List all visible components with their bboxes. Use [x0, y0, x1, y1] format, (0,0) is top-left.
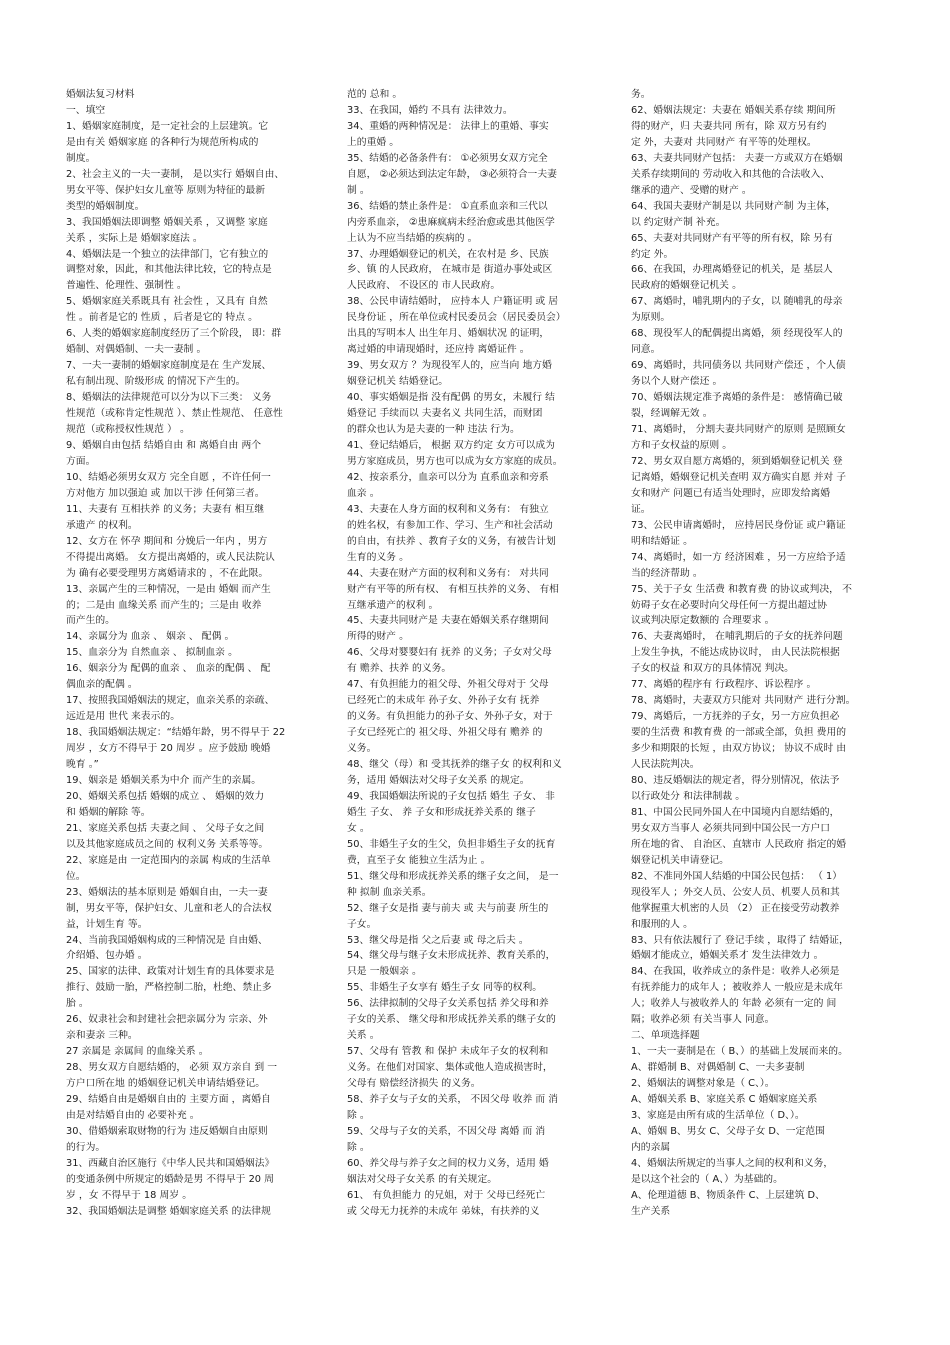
- text-line: 财产有平等的所有权、 有相互扶养的义务、 有相: [347, 583, 559, 595]
- text-line: 64、我国夫妻财产制是以 共同财产制 为主体，: [631, 200, 836, 212]
- text-line: 32、我国婚姻法是调整 婚姻家庭关系 的法律规: [66, 1205, 271, 1217]
- text-line: 当的经济帮助 。: [631, 567, 703, 579]
- text-line: 务以个人财产偿还 。: [631, 376, 723, 388]
- text-line: 1、婚姻家庭制度，是一定社会的上层建筑。它: [66, 120, 269, 132]
- text-line: 女和财产 问题已有适当处理时，应即发给离婚: [631, 487, 831, 499]
- text-line: 方和子女权益的原则 。: [631, 439, 733, 451]
- text-line: 是由有关 婚姻家庭 的各种行为规范所构成的: [66, 136, 259, 148]
- text-line: 关系存续期间的 劳动收入和其他的合法收入、: [631, 168, 831, 180]
- text-line: 定 外，夫妻对 共同财产 有平等的处理权。: [631, 136, 817, 148]
- text-line: 方户口所在地 的婚姻登记机关申请结婚登记。: [66, 1078, 266, 1090]
- text-line: 57、父母有 管教 和 保护 未成年子女的权利和: [347, 1046, 549, 1058]
- text-line: 他掌握重大机密的人员 （2） 正在接受劳动教养: [631, 902, 840, 914]
- text-line: 婚姻法复习材料: [66, 89, 135, 100]
- text-line: 方对他方 加以强迫 或 加以干涉 任何第三者。: [66, 487, 265, 499]
- text-line: 规范（或称授权性规范 ） 。: [66, 424, 190, 436]
- text-line: 72、男女双自愿方离婚的，须到婚姻登记机关 登: [631, 455, 843, 467]
- text-line: 有 赡养、扶养 的义务。: [347, 663, 452, 675]
- text-line: 43、夫妻在人身方面的权利和义务有： 有独立: [347, 503, 549, 515]
- text-line: 义务。: [347, 743, 377, 755]
- text-line: 28、男女双方自愿结婚的， 必须 双方亲自 到 一: [66, 1062, 278, 1074]
- text-line: 的行为。: [66, 1141, 106, 1153]
- text-line: 现役军人 ；外交人员、公安人员、机要人员和其: [631, 886, 840, 898]
- text-line: 80、违反婚姻法的规定者，得分别情况，依法予: [631, 774, 840, 786]
- text-line: 4、婚姻法是一个独立的法律部门，它有独立的: [66, 248, 269, 260]
- text-line: 和 婚姻的解除 等。: [66, 806, 151, 818]
- text-line: 婚制、对偶婚制、一夫一妻制 。: [66, 344, 207, 356]
- text-line: 53、继父母是指 父之后妻 或 母之后夫 。: [347, 934, 529, 946]
- text-line: 21、家庭关系包括 夫妻之间 、 父母子女之间: [66, 822, 265, 834]
- text-line: 费，直至子女 能独立生活为止 。: [347, 854, 491, 866]
- text-line: 29、结婚自由是婚姻自由的 主要方面 ，离婚自: [66, 1094, 271, 1106]
- text-line: 66、在我国，办理离婚登记的机关，是 基层人: [631, 264, 833, 276]
- text-line: 是以这个社会的（ A、）为基础的。: [631, 1173, 783, 1185]
- text-line: 除 。: [347, 1110, 370, 1121]
- text-line: 49、我国婚姻法所说的子女包括 婚生 子女、 非: [347, 790, 555, 802]
- text-line: 承遗产 的权利。: [66, 519, 138, 531]
- text-line: 人；收养人与被收养人的 年龄 必须有一定的 间: [631, 998, 837, 1010]
- text-line: 以及其他家庭成员之间的 权利义务 关系等等。: [66, 838, 269, 850]
- text-line: 所得的财产 。: [347, 631, 409, 643]
- text-line: 互继承遗产的权利 。: [347, 599, 439, 611]
- text-line: 46、父母对婴婴妇有 抚养 的义务；子女对父母: [347, 647, 552, 659]
- text-line: 血亲 。: [347, 487, 380, 499]
- text-line: 54、继父母与继子女未形成抚养、教育关系的，: [347, 950, 556, 962]
- text-line: 胎 。: [66, 998, 89, 1010]
- text-line: 范的 总和 。: [347, 89, 403, 100]
- text-line: 二、单项选择题: [631, 1030, 700, 1042]
- text-line: 40、事实婚姻是指 没有配偶 的男女，未履行 结: [347, 392, 555, 404]
- text-line: 的变通条例中所规定的婚龄是男 不得早于 20 周: [66, 1173, 274, 1185]
- text-line: 制，男女平等，保护妇女、儿童和老人的合法权: [66, 902, 272, 914]
- text-line: 性 。前者是它的 性质 ，后者是它的 特点 。: [66, 312, 258, 324]
- text-line: 性规范（或称肯定性规范 ）、禁止性规范、 任意性: [66, 408, 283, 420]
- text-line: 男方家庭成员，男方也可以成为女方家庭的成员。: [347, 455, 563, 467]
- text-line: 位。: [66, 870, 86, 882]
- text-line: 23、婚姻法的基本原则是 婚姻自由，一夫一妻: [66, 886, 268, 898]
- text-line: 子女的权益 和双方的具体情况 判决。: [631, 663, 794, 675]
- text-line: 子女的关系、 继父母和形成抚养关系的继子女的: [347, 1014, 556, 1026]
- text-line: A、婚姻 B、男女 C、父母子女 D、一定范围: [631, 1125, 825, 1137]
- text-line: 47、有负担能力的祖父母、外祖父母对于 父母: [347, 679, 549, 691]
- text-line: 63、夫妻共同财产包括： 夫妻一方或双方在婚姻: [631, 152, 843, 164]
- text-line: 得的财产，归 夫妻共同 所有，除 双方另有约: [631, 120, 827, 132]
- text-line: 裂，经调解无效 。: [631, 408, 713, 420]
- text-line: 关系 。: [347, 1030, 380, 1042]
- text-line: 证。: [631, 503, 651, 515]
- text-line: 务。: [631, 89, 651, 100]
- text-line: 姻法对父母子女关系 的有关规定。: [347, 1173, 498, 1185]
- text-line: 77、离婚的程序有 行政程序、诉讼程序 。: [631, 679, 817, 691]
- text-line: 36、结婚的禁止条件是： ①直系血亲和三代以: [347, 200, 548, 212]
- text-line: 和服刑的人 。: [631, 918, 693, 930]
- text-line: 婚生 子女、 养 子女和形成抚养关系的 继子: [347, 806, 536, 818]
- text-line: 73、公民申请离婚时， 应持居民身份证 或户籍证: [631, 519, 846, 531]
- text-line: 38、公民申请结婚时， 应持本人 户籍证明 或 居: [347, 296, 559, 308]
- text-line: 周岁 ，女方不得早于 20 周岁 。应予鼓励 晚婚: [66, 743, 271, 755]
- text-line: 19、姻亲是 婚姻关系为中介 而产生的亲属。: [66, 774, 262, 786]
- text-line: 除 。: [347, 1141, 370, 1153]
- text-line: 27 亲属是 亲属间 的血缘关系 。: [66, 1046, 209, 1058]
- text-line: 类型的婚姻制度。: [66, 200, 145, 212]
- text-line: 关系 ，实际上是 婚姻家庭法 。: [66, 232, 203, 244]
- text-line: 制度。: [66, 152, 96, 164]
- text-line: 同意。: [631, 344, 661, 356]
- text-line: 以 约定财产制 补充。: [631, 216, 726, 228]
- text-line: 25、国家的法律、政策对计划生育的具体要求是: [66, 966, 275, 978]
- text-line: 制 。: [347, 184, 370, 196]
- text-line: 的义务。有负担能力的孙子女、外孙子女，对于: [347, 711, 553, 723]
- text-line: 16、姻亲分为 配偶的血亲 、 血亲的配偶 、 配: [66, 663, 271, 675]
- text-line: 或 父母无力抚养的未成年 弟妹，有扶养的义: [347, 1205, 540, 1217]
- text-line: 隔；收养必须 有关当事人 同意。: [631, 1014, 775, 1026]
- text-line: 人民法院判决。: [631, 759, 700, 771]
- text-line: 记离婚，婚姻登记机关查明 双方确实自愿 并对 子: [631, 471, 847, 483]
- text-line: 内的亲属: [631, 1141, 671, 1153]
- text-line: 多少和期限的长短 ，由双方协议； 协议不成时 由: [631, 743, 847, 755]
- text-line: 的自由，有扶养 、教育子女的义务，有被告计划: [347, 535, 556, 547]
- text-line: 由是对结婚自由的 必要补充 。: [66, 1110, 200, 1121]
- text-line: 7、一夫一妻制的婚姻家庭制度是在 生产发展、: [66, 360, 272, 372]
- text-line: 子女。: [347, 918, 377, 930]
- text-line: 生育的义务 。: [347, 551, 409, 563]
- text-line: 女 。: [347, 822, 370, 834]
- text-line: 已经死亡的未成年 孙子女、外孙子女有 抚养: [347, 695, 540, 707]
- text-line: 所在地的省、 自治区、直辖市 人民政府 指定的婚: [631, 838, 847, 850]
- text-line: 68、现役军人的配偶提出离婚，须 经现役军人的: [631, 328, 843, 340]
- text-line: 24、当前我国婚姻构成的三种情况是 自由婚、: [66, 934, 268, 946]
- text-line: 民政府的婚姻登记机关 。: [631, 280, 742, 292]
- text-line: 调整对象，因此，和其他法律比较，它的特点是: [66, 264, 272, 276]
- text-line: 42、按亲系分，血亲可以分为 直系血亲和旁系: [347, 471, 549, 483]
- text-line: 10、结婚必须男女双方 完全自愿 ，不许任何一: [66, 471, 271, 483]
- text-line: 56、法律拟制的父母子女关系包括 养父母和养: [347, 998, 549, 1010]
- text-line: 5、婚姻家庭关系既具有 社会性 ，又具有 自然: [66, 296, 268, 308]
- text-line: 为原则。: [631, 312, 671, 324]
- text-line: 一、填空: [66, 104, 106, 116]
- text-line: 8、婚姻法的法律规范可以分为以下三类： 义务: [66, 392, 272, 404]
- text-line: 子女已经死亡的 祖父母、外祖父母有 赡养 的: [347, 727, 543, 739]
- text-line: 67、离婚时，哺乳期内的子女，以 随哺乳的母亲: [631, 296, 843, 308]
- text-line: 69、离婚时，共同债务以 共同财产偿还 ，个人债: [631, 360, 846, 372]
- text-line: 14、亲属分为 血亲 、 姻亲 、 配偶 。: [66, 631, 235, 643]
- text-line: 41、登记结婚后， 根据 双方约定 女方可以成为: [347, 439, 555, 451]
- text-line: 18、我国婚姻法规定：“结婚年龄，男不得早于 22: [66, 727, 286, 739]
- text-line: 内旁系血亲， ②患麻疯病未经治愈或患其他医学: [347, 216, 555, 228]
- text-line: 83、只有依法履行了 登记手续 ，取得了 结婚证，: [631, 934, 849, 946]
- text-line: 婚姻才能成立，婚姻关系才 发生法律效力 。: [631, 950, 824, 962]
- text-column-left: [66, 87, 316, 1220]
- text-line: 人民政府、 不设区的 市人民政府。: [347, 280, 501, 292]
- text-line: 2、社会主义的一夫一妻制， 是以实行 婚姻自由、: [66, 168, 285, 180]
- text-line: 姻登记机关 结婚登记。: [347, 376, 449, 388]
- text-line: 要的生活费 和教育费 的一部或全部，负担 费用的: [631, 727, 847, 739]
- text-line: 的群众也认为是夫妻的一种 违法 行为。: [347, 424, 520, 436]
- text-line: 22、家庭是由 一定范围内的亲属 构成的生活单: [66, 854, 271, 866]
- text-line: 上认为不应当结婚的疾病的 。: [347, 232, 478, 244]
- text-line: 普遍性、伦理性、强制性 。: [66, 280, 187, 292]
- text-line: 11、夫妻有 互相扶养 的义务；夫妻有 相互继: [66, 503, 265, 515]
- text-line: 65、夫妻对共同财产有平等的所有权，除 另有: [631, 232, 833, 244]
- text-line: 离过婚的申请现婚时，还应持 离婚证件 。: [347, 344, 530, 356]
- text-line: 34、重婚的两种情况是： 法律上的重婚、事实: [347, 120, 549, 132]
- text-line: 84、在我国，收养成立的条件是：收养人必须是: [631, 966, 840, 978]
- text-line: 48、继父（母）和 受其抚养的继子女 的权利和义: [347, 759, 562, 771]
- text-line: 议或判决原定数额的 合理要求 。: [631, 615, 775, 627]
- text-line: 51、继父母和形成抚养关系的继子女之间， 是一: [347, 870, 559, 882]
- text-line: 的姓名权，有参加工作、学习、生产和社会活动: [347, 519, 553, 531]
- text-line: 76、夫妻离婚时， 在哺乳期后的子女的抚养问题: [631, 631, 843, 643]
- text-line: 39、男女双方 ？为现役军人的，应当向 地方婚: [347, 360, 552, 372]
- text-line: 而产生的。: [66, 615, 115, 627]
- text-line: 12、女方在 怀孕 期间和 分娩后一年内 ，男方: [66, 535, 268, 547]
- text-line: 只是 一般姻亲 。: [347, 966, 422, 978]
- text-line: 男女平等、保护妇女儿童等 原则为特征的最新: [66, 184, 266, 196]
- text-line: 61、 有负担能力 的兄姐，对于 父母已经死亡: [347, 1189, 546, 1201]
- text-line: 约定 外。: [631, 248, 674, 260]
- text-line: A、群婚制 B、对偶婚制 C、一夫多妻制: [631, 1062, 805, 1074]
- text-line: 75、关于子女 生活费 和教育费 的协议或判决， 不: [631, 583, 852, 595]
- text-line: 79、离婚后，一方抚养的子女，另一方应负担必: [631, 711, 840, 723]
- text-line: 父母有 赔偿经济损失 的义务。: [347, 1078, 481, 1090]
- text-line: 26、奴隶社会和封建社会把亲属分为 宗亲、外: [66, 1014, 268, 1026]
- text-line: 为 确有必要受理男方离婚请求的 ，不在此限。: [66, 567, 269, 579]
- text-line: 远近是用 世代 来表示的。: [66, 711, 180, 723]
- text-line: 78、离婚时，夫妻双方只能对 共同财产 进行分割。: [631, 695, 856, 707]
- text-line: 81、中国公民同外国人在中国境内自愿结婚的，: [631, 806, 840, 818]
- text-column-right: [631, 87, 885, 1220]
- text-line: A、婚姻关系 B、家庭关系 C 婚姻家庭关系: [631, 1094, 818, 1106]
- text-line: 33、在我国，婚约 不具有 法律效力。: [347, 104, 513, 116]
- text-line: A、伦理道德 B、物质条件 C、上层建筑 D、: [631, 1189, 825, 1201]
- text-line: 3、家庭是由所有成的生活单位（ D、）。: [631, 1110, 805, 1121]
- text-line: 70、婚姻法规定准予离婚的条件是： 感情确已破: [631, 392, 843, 404]
- text-line: 37、办理婚姻登记的机关，在农村是 乡、民族: [347, 248, 549, 260]
- text-line: 3、我国婚姻法即调整 婚姻关系 ，又调整 家庭: [66, 216, 268, 228]
- text-line: 的；二是由 血缘关系 而产生的；三是由 收养: [66, 599, 262, 611]
- text-line: 17、按照我国婚姻法的规定，血亲关系的亲疏、: [66, 695, 275, 707]
- text-line: 30、借婚姻索取财物的行为 违反婚姻自由原则: [66, 1125, 268, 1137]
- text-line: 9、婚姻自由包括 结婚自由 和 离婚自由 两个: [66, 439, 262, 451]
- text-line: 2、婚姻法的调整对象是（ C、）。: [631, 1078, 775, 1090]
- text-line: 益，计划生育 等。: [66, 918, 148, 930]
- text-line: 44、夫妻在财产方面的权利和义务有： 对共同: [347, 567, 549, 579]
- text-line: 74、离婚时，如一方 经济困难 ，另一方应给予适: [631, 551, 846, 563]
- text-line: 明和结婚证 。: [631, 535, 693, 547]
- text-line: 岁 ，女 不得早于 18 周岁 。: [66, 1189, 193, 1201]
- text-line: 62、婚姻法规定：夫妻在 婚姻关系存续 期间所: [631, 104, 836, 116]
- text-line: 55、非婚生子女享有 婚生子女 同等的权利。: [347, 982, 543, 994]
- text-line: 推行、鼓励一胎，严格控制二胎，杜绝、禁止多: [66, 982, 272, 994]
- text-line: 自愿， ②必须达到法定年龄， ③必须符合一夫妻: [347, 168, 557, 180]
- text-line: 晚育 。”: [66, 759, 99, 771]
- text-line: 35、结婚的必备条件有： ①必须男女双方完全: [347, 152, 548, 164]
- text-line: 义务。在他们对国家、集体或他人造成损害时，: [347, 1062, 553, 1074]
- text-line: 妨碍子女在必要时向父母任何一方提出超过协: [631, 599, 827, 611]
- text-line: 6、人类的婚姻家庭制度经历了三个阶段， 即：群: [66, 328, 282, 340]
- text-line: 13、亲属产生的三种情况，一是由 婚姻 而产生: [66, 583, 271, 595]
- text-line: 姻登记机关申请登记。: [631, 854, 729, 866]
- text-line: 52、继子女是指 妻与前夫 或 夫与前妻 所生的: [347, 902, 549, 914]
- text-line: 私有制出现、阶级形成 的情况下产生的。: [66, 376, 246, 388]
- text-line: 偶血亲的配偶 。: [66, 679, 138, 691]
- text-line: 上的重婚 。: [347, 136, 400, 148]
- text-line: 种 拟制 血亲关系。: [347, 886, 432, 898]
- text-line: 50、非婚生子女的生父，负担非婚生子女的抚育: [347, 838, 556, 850]
- text-line: 介绍婚、包办婚 。: [66, 950, 148, 962]
- text-line: 82、不准同外国人结婚的中国公民包括： （ 1）: [631, 870, 843, 882]
- text-line: 务，适用 婚姻法对父母子女关系 的规定。: [347, 774, 530, 786]
- text-line: 1、一夫一妻制是在（ B、）的基础上发展而来的。: [631, 1046, 848, 1058]
- text-line: 亲和妻亲 三种。: [66, 1030, 138, 1042]
- text-line: 71、离婚时， 分割夫妻共同财产的原则 是照顾女: [631, 424, 846, 436]
- text-line: 59、父母与子女的关系，不因父母 离婚 而 消: [347, 1125, 546, 1137]
- text-line: 男女双方当事人 必须共同到中国公民一方户口: [631, 822, 831, 834]
- text-line: 31、西藏自治区施行《中华人民共和国婚姻法》: [66, 1157, 275, 1169]
- text-line: 以行政处分 和法律制裁 。: [631, 790, 745, 802]
- text-line: 民身份证 ，所在单位或村民委员会（居民委员会）: [347, 312, 566, 324]
- text-line: 58、养子女与子女的关系， 不因父母 收养 而 消: [347, 1094, 559, 1106]
- text-line: 方面。: [66, 455, 96, 467]
- text-line: 出具的写明本人 出生年月、婚姻状况 的证明，: [347, 328, 550, 340]
- text-line: 乡、镇 的人民政府， 在城市是 街道办事处或区: [347, 264, 553, 276]
- text-line: 婚登记 手续而以 夫妻名义 共同生活，而财团: [347, 408, 543, 420]
- text-column-middle: [347, 87, 602, 1220]
- text-line: 继承的遗产、受赠的财产 。: [631, 184, 752, 196]
- text-line: 生产关系: [631, 1205, 671, 1217]
- text-line: 45、夫妻共同财产是 夫妻在婚姻关系存继期间: [347, 615, 549, 627]
- text-line: 有抚养能力的成年人 ；被收养人 一般应是未成年: [631, 982, 843, 994]
- text-line: 上发生争执，不能达成协议时， 由人民法院根据: [631, 647, 840, 659]
- text-line: 不得提出离婚。 女方提出离婚的，或人民法院认: [66, 551, 275, 563]
- text-line: 15、血亲分为 自然血亲 、 拟制血亲 。: [66, 647, 238, 659]
- text-line: 60、养父母与养子女之间的权力义务，适用 婚: [347, 1157, 549, 1169]
- text-line: 20、婚姻关系包括 婚姻的成立 、 婚姻的效力: [66, 790, 265, 802]
- text-line: 4、婚姻法所规定的当事人之间的权利和义务，: [631, 1157, 834, 1169]
